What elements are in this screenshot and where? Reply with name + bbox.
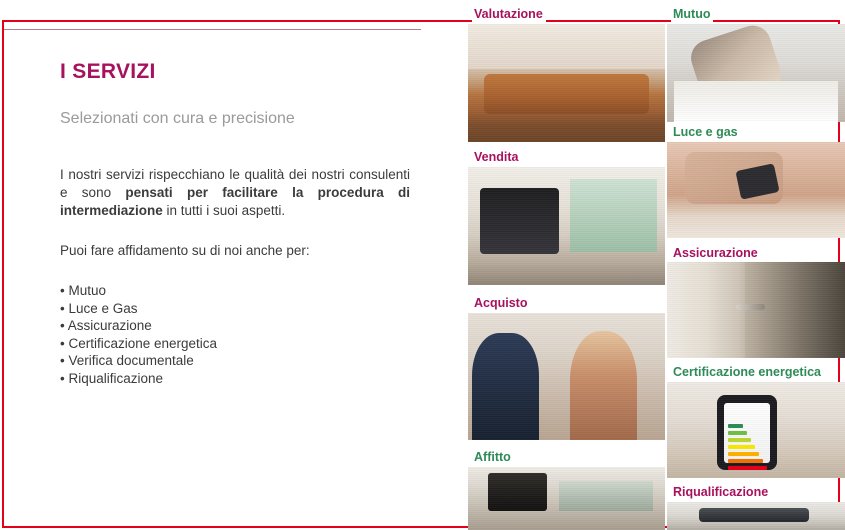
list-item: • Verifica documentale	[60, 352, 410, 370]
modern-interior-photo	[468, 167, 665, 285]
mosaic-tile-acquisto	[468, 313, 665, 440]
mosaic-tile-affitto	[468, 467, 665, 530]
list-item: • Assicurazione	[60, 317, 410, 335]
energy-class-bars	[728, 424, 767, 460]
mosaic-label-acquisto: Acquisto	[472, 295, 530, 311]
intro-paragraph	[60, 166, 410, 220]
list-item: • Mutuo	[60, 282, 410, 300]
mosaic-tile-assicurazione	[667, 262, 845, 358]
energy-label-phone-photo	[667, 382, 845, 478]
top-divider-rule	[4, 29, 421, 30]
mosaic-tile-luce-e-gas	[667, 142, 845, 238]
mosaic-tile-riqualificazione	[667, 502, 845, 530]
door-lock-photo	[667, 262, 845, 358]
mosaic-tile-mutuo	[667, 24, 845, 122]
list-item: • Luce e Gas	[60, 300, 410, 318]
couple-consultation-photo	[468, 313, 665, 440]
services-list	[60, 282, 410, 387]
page-title: I SERVIZI	[60, 60, 156, 83]
mosaic-label-certificazione-energetica: Certificazione energetica	[671, 364, 824, 380]
intro-text-1: I nostri servizi rispecchiano le qualità dei nostri consulenti e sono	[60, 167, 410, 200]
photo-mosaic	[468, 0, 845, 530]
mosaic-label-mutuo: Mutuo	[671, 6, 713, 22]
phone-desk-photo	[667, 142, 845, 238]
text-column	[60, 60, 410, 387]
intro-text-2: in tutti i suoi aspetti.	[162, 203, 286, 218]
mosaic-label-valutazione: Valutazione	[472, 6, 546, 22]
living-room-photo	[468, 24, 665, 142]
hand-signing-photo	[667, 24, 845, 122]
kitchen-photo	[468, 467, 665, 530]
page-subtitle: Selezionati con cura e precisione	[60, 110, 295, 127]
mosaic-label-luce-e-gas: Luce e gas	[671, 124, 741, 140]
mosaic-label-riqualificazione: Riqualificazione	[671, 484, 771, 500]
mosaic-label-vendita: Vendita	[472, 149, 521, 165]
intro-text-bold: pensati per facilitare la procedura di intermediazione	[60, 185, 411, 218]
list-item: • Certificazione energetica	[60, 335, 410, 353]
mosaic-tile-vendita	[468, 167, 665, 285]
laptop-photo	[667, 502, 845, 530]
mosaic-label-assicurazione: Assicurazione	[671, 245, 761, 261]
mosaic-tile-certificazione-energetica	[667, 382, 845, 478]
list-item: • Riqualificazione	[60, 370, 410, 388]
mosaic-label-affitto: Affitto	[472, 449, 514, 465]
mosaic-tile-valutazione	[468, 24, 665, 142]
lead-in-paragraph: Puoi fare affidamento su di noi anche per:	[60, 243, 310, 258]
